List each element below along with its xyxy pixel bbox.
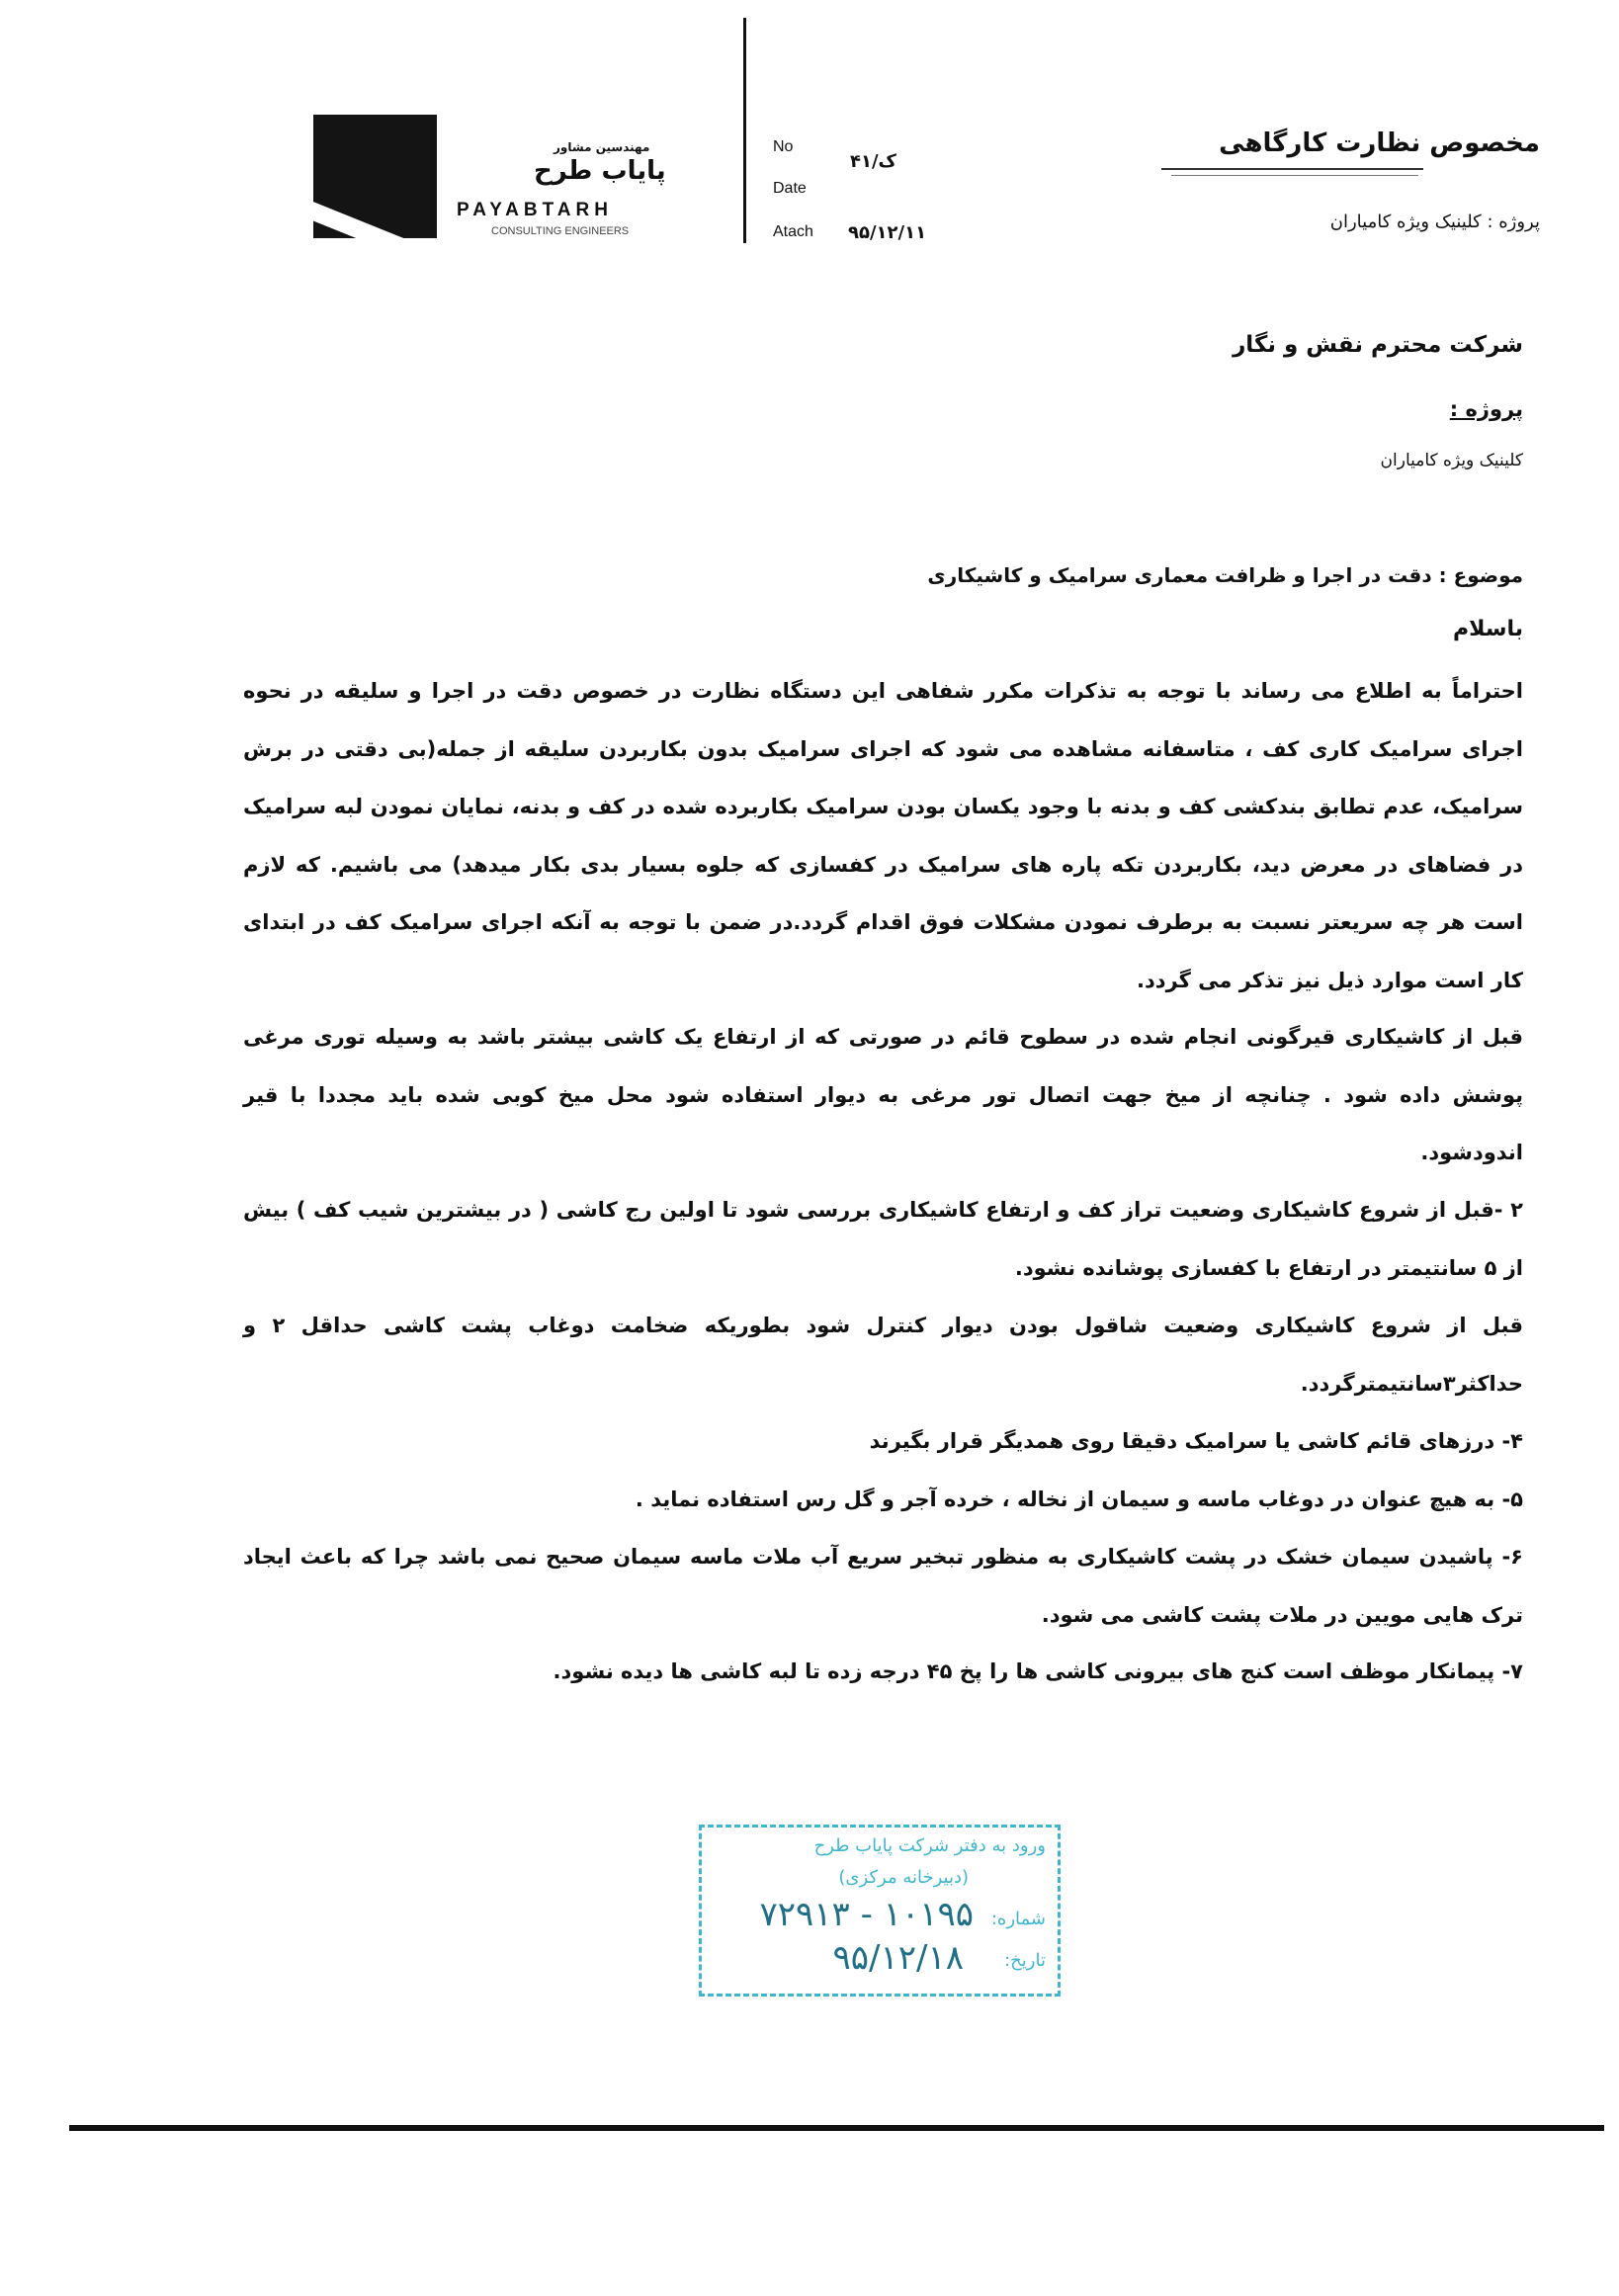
list-item: ۷- پیمانکار موظف است کنج های بیرونی کاشی ها را پخ ۴۵ درجه زده تا لبه کاشی ها دیده نشود. bbox=[553, 1659, 1523, 1683]
logo-name-fa: پایاب طرح bbox=[534, 156, 666, 186]
list-item: ۲ -قبل از شروع کاشیکاری وضعیت تراز کف و ارتفاع کاشیکاری بررسی شود تا اولین رج کاشی ( در بیشترین شیب کف ) بیش از ۵ سانتیمتر در ارتفاع با کفسازی پوشانده نشود. bbox=[243, 1198, 1523, 1280]
no-label: No bbox=[773, 138, 794, 155]
project-label: پروژه : bbox=[1449, 397, 1523, 421]
list-item: ۴- درزهای قائم کاشی یا سرامیک دقیقا روی همدیگر قرار بگیرند bbox=[869, 1429, 1523, 1453]
letter-number: ک/۴۱ bbox=[850, 151, 896, 172]
subject-text: دقت در اجرا و ظرافت معماری سرامیک و کاشیکاری bbox=[927, 563, 1432, 587]
header-title: مخصوص نظارت کارگاهی bbox=[1219, 128, 1540, 158]
title-underline bbox=[1171, 175, 1418, 176]
registration-stamp bbox=[699, 1825, 1061, 1997]
list-item: قبل از کاشیکاری قیرگونی انجام شده در سطوح قائم در صورتی که از ارتفاع یک کاشی بیشتر باشد به وسیله توری مرغی پوشش داده شود . چنانچه از میخ جهت اتصال تور مرغی به دیوار استفاده شود محل میخ کوبی شده باید مجددا با قیر اندودشود. bbox=[243, 1025, 1523, 1164]
list-item: ۵- به هیچ عنوان در دوغاب ماسه و سیمان از نخاله ، خرده آجر و گل رس استفاده نماید . bbox=[635, 1488, 1523, 1511]
list-item: ۶- پاشیدن سیمان خشک در پشت کاشیکاری به منظور تبخیر سریع آب ملات ماسه سیمان صحیح نمی باشد چرا که باعث ایجاد ترک هایی مویین در ملات پشت کاشی می شود. bbox=[243, 1545, 1523, 1627]
stamp-number-label: شماره: bbox=[990, 1909, 1046, 1929]
attach-label: Atach bbox=[773, 223, 813, 240]
letter-date: ۹۵/۱۲/۱۱ bbox=[848, 222, 927, 243]
header-divider bbox=[743, 18, 746, 243]
logo-subtitle-fa: مهندسین مشاور bbox=[554, 140, 650, 154]
stamp-line2: (دبیرخانه مرکزی) bbox=[838, 1867, 969, 1888]
stamp-date-label: تاریخ: bbox=[1004, 1950, 1046, 1971]
logo-name-en: PAYABTARH bbox=[457, 200, 613, 220]
stamp-number-value: ۱۰۱۹۵ - ۷۲۹۱۳ bbox=[759, 1895, 974, 1934]
greeting: باسلام bbox=[1453, 617, 1523, 641]
subject-label: موضوع : bbox=[1438, 563, 1523, 587]
subject-line bbox=[927, 563, 1523, 587]
stamp-line1: ورود به دفتر شرکت پایاب طرح bbox=[813, 1835, 1046, 1856]
date-label: Date bbox=[773, 180, 807, 197]
title-underline bbox=[1161, 168, 1423, 170]
recipient: شرکت محترم نقش و نگار bbox=[1233, 332, 1523, 358]
header-project: پروژه : کلینیک ویژه کامیاران bbox=[1329, 212, 1540, 232]
footer-rule bbox=[69, 2125, 1604, 2131]
stamp-date-value: ۹۵/۱۲/۱۸ bbox=[832, 1938, 964, 1978]
project-name: کلینیک ویژه کامیاران bbox=[1380, 451, 1523, 470]
intro-paragraph: احتراماً به اطلاع می رساند با توجه به تذکرات مکرر شفاهی این دستگاه نظارت در خصوص دقت در اجرا و سلیقه در نحوه اجرای سرامیک کاری کف ، متاسفانه مشاهده می شود که اجرای سرامیک بدون بکاربردن سلیقه از جمله(بی دقتی در برش سرامیک، عدم تطابق بندکشی کف و بدنه با وجود یکسان بودن سرامیک بکاربرده شده در کف و بدنه، نمایان نمودن لبه سرامیک در فضاهای در معرض دید، بکاربردن تکه پاره های سرامیک در کفسازی که جلوه بسیار بدی بکار میدهد) می باشیم. که لازم است هر چه سریعتر نسبت به برطرف نمودن مشکلات فوق اقدام گردد.در ضمن با توجه به آنکه اجرای سرامیک کف در ابتدای کار است موارد ذیل نیز تذکر می گردد. bbox=[243, 679, 1523, 992]
company-logo-mark bbox=[313, 115, 437, 238]
logo-subtitle-en: CONSULTING ENGINEERS bbox=[491, 225, 630, 237]
list-item: قبل از شروع کاشیکاری وضعیت شاقول بودن دیوار کنترل شود بطوریکه ضخامت دوغاب پشت کاشی حداقل ۲ و حداکثر۳سانتیمترگردد. bbox=[243, 1314, 1523, 1396]
